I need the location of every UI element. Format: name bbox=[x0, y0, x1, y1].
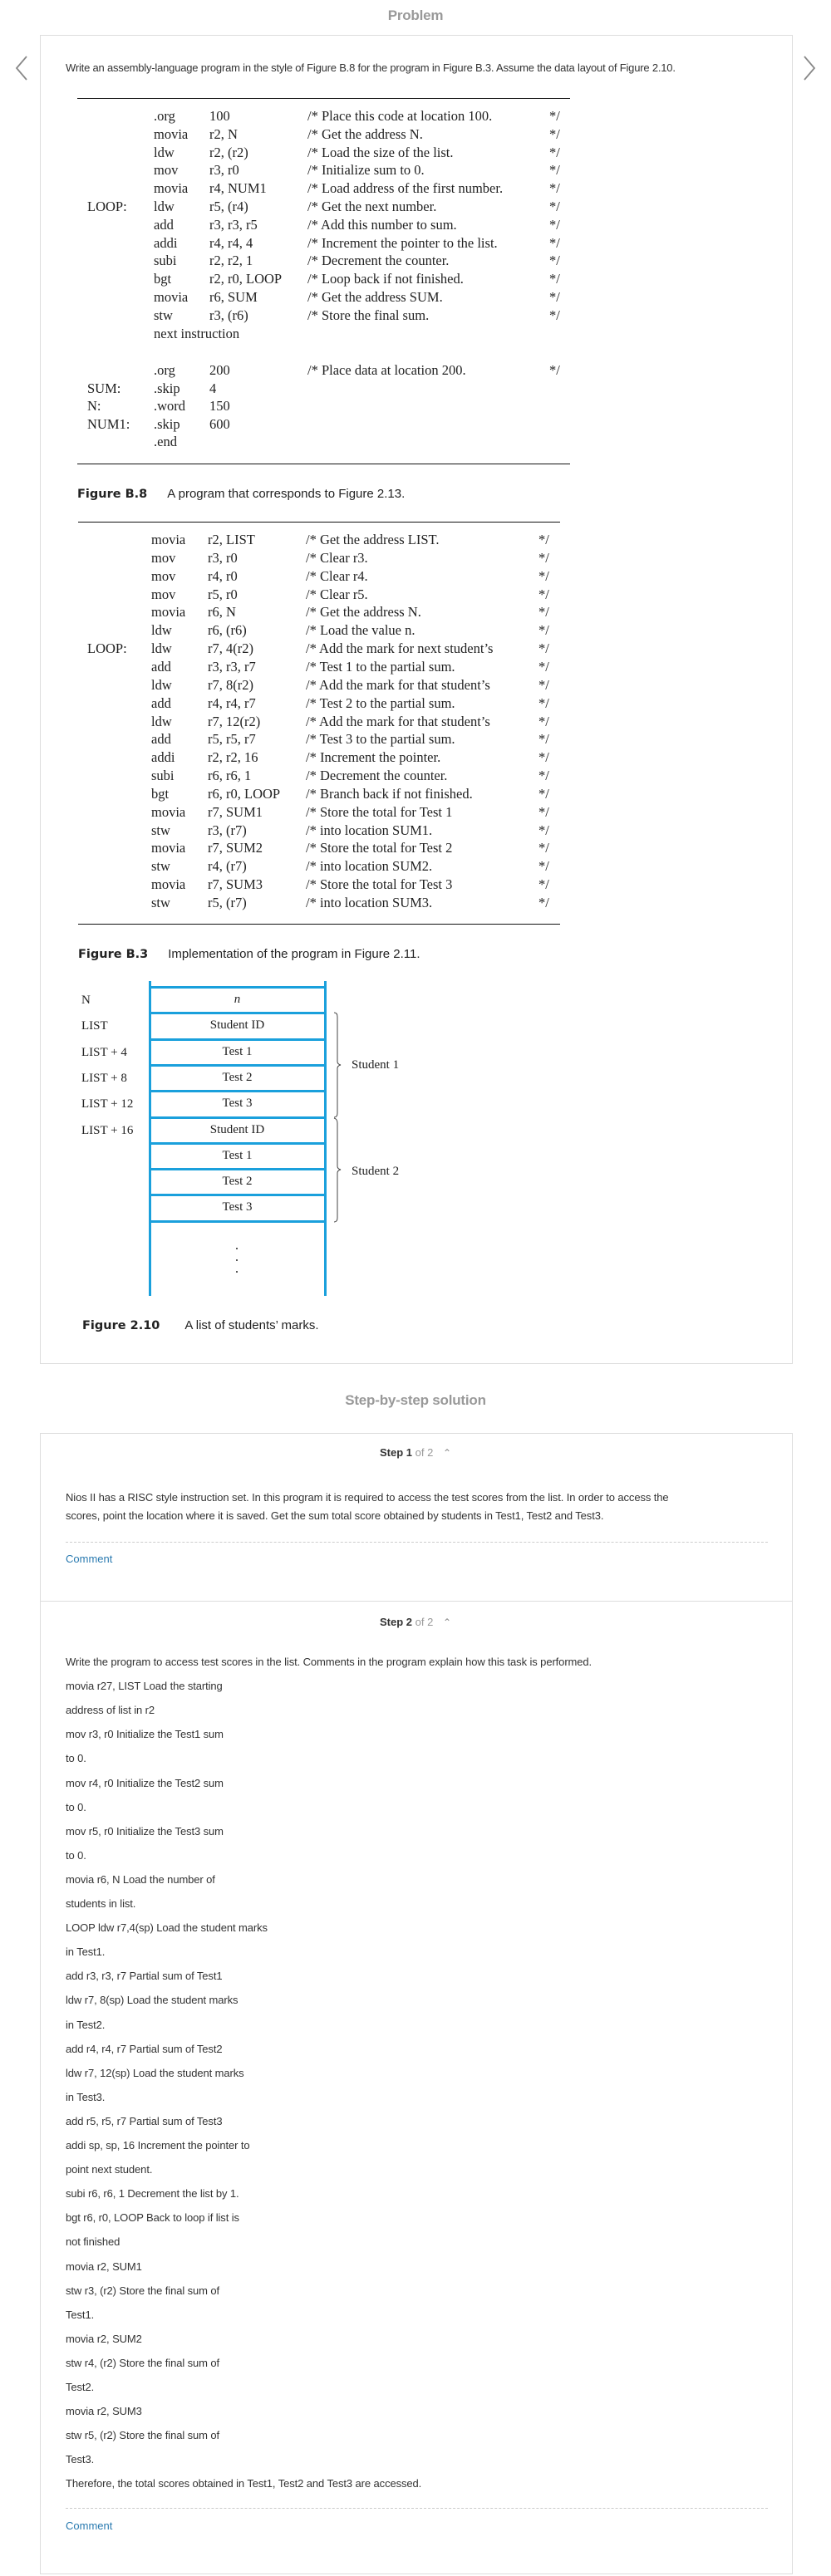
code-args: r3, (r7) bbox=[208, 822, 247, 838]
code-op: mov bbox=[151, 549, 176, 566]
code-op: bgt bbox=[151, 785, 170, 802]
code-op: movia bbox=[151, 604, 186, 621]
step-1-header[interactable] bbox=[0, 1446, 831, 1459]
step-2-text-line: Test2. bbox=[66, 2381, 95, 2393]
solution-title: Step-by-step solution bbox=[345, 1392, 486, 1408]
code-args: r7, SUM2 bbox=[208, 840, 263, 856]
code-comment: /* Load the value n. bbox=[306, 622, 416, 639]
figure-b8-top-rule bbox=[77, 98, 570, 99]
memory-cell: Test 1 bbox=[222, 1044, 253, 1058]
code-comment-end: */ bbox=[538, 785, 549, 802]
figure-b3-caption bbox=[78, 947, 420, 961]
step-1-text-line: Nios II has a RISC style instruction set. In this program it is required to access the test scores from the list. In order to access the bbox=[66, 1491, 669, 1504]
code-args: r2, r0, LOOP bbox=[209, 271, 283, 287]
step-2-text-line: in Test3. bbox=[66, 2090, 106, 2103]
code-label: LOOP: bbox=[87, 199, 127, 214]
code-op: ldw bbox=[154, 199, 175, 214]
step-2-text-line: movia r2, SUM3 bbox=[66, 2405, 142, 2418]
step-1-of: of 2 bbox=[415, 1446, 434, 1459]
code-comment-end: */ bbox=[549, 362, 560, 378]
step-2-text-line: to 0. bbox=[66, 1800, 86, 1813]
memory-cell: n bbox=[234, 993, 241, 1006]
figure-b3-number: Figure B.3 bbox=[78, 948, 149, 961]
memory-row-divider bbox=[150, 1142, 327, 1145]
code-comment: /* Store the total for Test 3 bbox=[306, 876, 453, 893]
code-op: movia bbox=[151, 532, 186, 547]
memory-cell: Student ID bbox=[209, 1018, 265, 1033]
code-comment: /* Test 3 to the partial sum. bbox=[306, 731, 455, 748]
code-op: ldw bbox=[154, 144, 175, 160]
code-op: addi bbox=[154, 234, 178, 251]
code-args: r2, (r2) bbox=[209, 144, 248, 160]
code-comment: /* Get the address SUM. bbox=[307, 289, 443, 305]
memory-cell: Student ID bbox=[209, 1122, 265, 1136]
brace-student-2 bbox=[334, 1118, 341, 1222]
code-comment-end: */ bbox=[538, 822, 549, 838]
code-args: r6, (r6) bbox=[208, 622, 247, 639]
code-comment: /* Test 2 to the partial sum. bbox=[306, 694, 455, 711]
memory-address-label: LIST + 8 bbox=[81, 1071, 127, 1085]
code-args: r6, N bbox=[208, 604, 236, 621]
code-args: r3, r3, r7 bbox=[208, 658, 256, 675]
code-comment-end: */ bbox=[549, 199, 560, 214]
code-args: r6, r6, 1 bbox=[208, 768, 252, 784]
code-args: r7, SUM3 bbox=[208, 876, 263, 893]
code-comment-end: */ bbox=[549, 234, 560, 251]
memory-row-divider bbox=[150, 1012, 327, 1014]
memory-row-divider bbox=[150, 986, 327, 989]
step-2-text-line: Write the program to access test scores in the list. Comments in the program explain how this task is performed. bbox=[66, 1656, 593, 1668]
step-2-text-line: Therefore, the total scores obtained in Test1, Test2 and Test3 are accessed. bbox=[66, 2477, 422, 2490]
step-2-text-line: movia r2, SUM1 bbox=[66, 2260, 142, 2273]
code-comment: /* Get the address N. bbox=[306, 604, 421, 621]
code-comment-end: */ bbox=[549, 271, 560, 287]
code-args: r4, (r7) bbox=[208, 858, 247, 875]
code-op: ldw bbox=[151, 622, 172, 639]
step-1-comment-link[interactable]: Comment bbox=[66, 1553, 113, 1565]
code-comment-end: */ bbox=[538, 658, 549, 675]
step-2-text-line: ldw r7, 12(sp) Load the student marks bbox=[66, 2066, 244, 2079]
code-op: addi bbox=[151, 749, 175, 766]
code-op: subi bbox=[154, 253, 177, 269]
code-comment: /* Load the size of the list. bbox=[307, 144, 454, 160]
code-op: ldw bbox=[151, 676, 172, 693]
code-label: LOOP: bbox=[87, 640, 127, 657]
memory-address-label: LIST bbox=[81, 1019, 108, 1033]
code-comment-end: */ bbox=[538, 749, 549, 766]
code-args: r3, r3, r5 bbox=[209, 216, 258, 233]
student-braces bbox=[332, 1012, 349, 1228]
code-comment: /* Get the address N. bbox=[307, 125, 423, 142]
code-op: .skip bbox=[154, 380, 180, 396]
code-comment-end: */ bbox=[549, 307, 560, 323]
step-2-text-line: mov r3, r0 Initialize the Test1 sum bbox=[66, 1728, 224, 1741]
step-2-text-line: movia r27, LIST Load the starting bbox=[66, 1680, 223, 1693]
memory-row-divider bbox=[150, 1064, 327, 1067]
code-comment: /* Test 1 to the partial sum. bbox=[306, 658, 455, 675]
code-comment-end: */ bbox=[538, 731, 549, 748]
step-2-text-line: Test3. bbox=[66, 2453, 95, 2466]
code-op: ldw bbox=[151, 640, 172, 657]
code-comment: /* Add the mark for that student’s bbox=[306, 676, 490, 693]
code-comment: /* Loop back if not finished. bbox=[307, 271, 464, 287]
step-1-text-line: scores, point the location where it is saved. Get the sum total score obtained by students in Test1, Test2 and Test3. bbox=[66, 1509, 604, 1522]
code-comment: /* Place data at location 200. bbox=[307, 362, 466, 378]
code-comment: /* into location SUM1. bbox=[306, 822, 433, 838]
chevron-up-icon[interactable]: ⌃ bbox=[442, 1617, 451, 1628]
code-args: r5, r0 bbox=[208, 586, 238, 602]
code-comment-end: */ bbox=[538, 676, 549, 693]
code-comment: /* Add the mark for that student’s bbox=[306, 713, 490, 729]
step-2-header[interactable] bbox=[0, 1616, 831, 1628]
code-op: movia bbox=[154, 180, 189, 197]
code-op: movia bbox=[154, 289, 189, 305]
code-comment-end: */ bbox=[538, 803, 549, 820]
step-2-divider bbox=[66, 2508, 768, 2509]
step-2-text-line: subi r6, r6, 1 Decrement the list by 1. bbox=[66, 2187, 239, 2201]
step-2-label: Step 2 bbox=[379, 1616, 412, 1628]
code-args: r4, r4, r7 bbox=[208, 694, 256, 711]
step-2-text-line: mov r5, r0 Initialize the Test3 sum bbox=[66, 1824, 224, 1838]
step-1-divider bbox=[66, 1542, 768, 1543]
code-op: stw bbox=[151, 858, 170, 875]
step-1-label: Step 1 bbox=[379, 1446, 412, 1459]
code-args: 600 bbox=[209, 415, 230, 432]
code-op: .word bbox=[154, 398, 186, 415]
code-op: movia bbox=[154, 125, 189, 142]
memory-address-label: LIST + 12 bbox=[81, 1097, 134, 1111]
code-comment: /* Place this code at location 100. bbox=[307, 108, 493, 124]
code-label: NUM1: bbox=[87, 415, 130, 432]
figure-b8-caption-text: A program that corresponds to Figure 2.13. bbox=[167, 487, 406, 501]
step-2-text-line: ldw r7, 8(sp) Load the student marks bbox=[66, 1994, 238, 2007]
step-2-of: of 2 bbox=[415, 1616, 434, 1628]
code-op: movia bbox=[151, 876, 186, 893]
code-comment: /* Get the address LIST. bbox=[306, 532, 440, 547]
code-comment-end: */ bbox=[549, 108, 560, 124]
code-args: r7, 12(r2) bbox=[208, 713, 261, 729]
code-comment: /* Decrement the counter. bbox=[306, 768, 448, 784]
step-2-text-line: stw r4, (r2) Store the final sum of bbox=[66, 2356, 220, 2369]
step-2-text-line: Test1. bbox=[66, 2308, 95, 2321]
code-op: mov bbox=[151, 586, 176, 602]
problem-title: Problem bbox=[387, 7, 444, 23]
code-comment-end: */ bbox=[538, 876, 549, 893]
chevron-left-icon[interactable] bbox=[12, 52, 32, 85]
code-comment-end: */ bbox=[538, 640, 549, 657]
code-args: r7, 8(r2) bbox=[208, 676, 253, 693]
code-comment: /* Increment the pointer. bbox=[306, 749, 441, 766]
memory-address-label: LIST + 16 bbox=[81, 1123, 134, 1137]
problem-statement: Write an assembly-language program in the style of Figure B.8 for the program in Figure B.3. Assume the data layout of Figure 2.10. bbox=[66, 61, 676, 74]
step-2-text-line: stw r3, (r2) Store the final sum of bbox=[66, 2284, 220, 2297]
code-comment-end: */ bbox=[549, 289, 560, 305]
memory-cell: Test 3 bbox=[222, 1200, 253, 1214]
code-op: ldw bbox=[151, 713, 172, 729]
step-2-text-line: addi sp, sp, 16 Increment the pointer to bbox=[66, 2139, 250, 2152]
memory-address-label: N bbox=[81, 994, 91, 1007]
code-op: mov bbox=[154, 162, 179, 179]
code-args: r4, NUM1 bbox=[209, 180, 267, 197]
code-comment-end: */ bbox=[538, 840, 549, 856]
code-args: r2, r2, 1 bbox=[209, 253, 253, 269]
code-op: subi bbox=[151, 768, 175, 784]
code-comment: /* Decrement the counter. bbox=[307, 253, 450, 269]
code-op: movia bbox=[151, 803, 186, 820]
code-label: SUM: bbox=[87, 380, 121, 396]
code-comment: /* Store the total for Test 1 bbox=[306, 803, 453, 820]
memory-cell: Test 2 bbox=[222, 1175, 253, 1189]
code-op: stw bbox=[154, 307, 173, 323]
code-comment-end: */ bbox=[549, 216, 560, 233]
code-args: r2, r2, 16 bbox=[208, 749, 258, 766]
step-2-text-line: not finished bbox=[66, 2235, 120, 2249]
step-2-text-line: students in list. bbox=[66, 1897, 136, 1910]
code-comment: /* into location SUM2. bbox=[306, 858, 433, 875]
code-args: r4, r4, 4 bbox=[209, 234, 253, 251]
figure-b3-top-rule bbox=[78, 522, 560, 523]
code-comment-end: */ bbox=[538, 858, 549, 875]
code-op: add bbox=[151, 658, 171, 675]
code-args: r4, r0 bbox=[208, 567, 238, 584]
code-comment: /* Clear r5. bbox=[306, 586, 368, 602]
code-args: r2, N bbox=[209, 125, 238, 142]
ellipsis-dot bbox=[236, 1271, 238, 1273]
memory-cell: Test 1 bbox=[222, 1148, 253, 1162]
group-label-student-1: Student 1 bbox=[352, 1058, 400, 1072]
code-comment-end: */ bbox=[538, 567, 549, 584]
step-2-text-line: add r5, r5, r7 Partial sum of Test3 bbox=[66, 2114, 223, 2127]
step-2-text-line: in Test2. bbox=[66, 2018, 106, 2031]
code-comment-end: */ bbox=[549, 253, 560, 269]
memory-row-divider bbox=[150, 1194, 327, 1196]
code-args: r2, LIST bbox=[208, 532, 255, 547]
code-op: .skip bbox=[154, 415, 180, 432]
memory-row-divider bbox=[150, 1220, 327, 1223]
code-op: stw bbox=[151, 895, 170, 910]
code-op: mov bbox=[151, 567, 176, 584]
code-comment: /* Load address of the first number. bbox=[307, 180, 504, 197]
memory-row-divider bbox=[150, 1038, 327, 1041]
code-comment: /* Branch back if not finished. bbox=[306, 785, 473, 802]
code-args: r6, SUM bbox=[209, 289, 258, 305]
step-2-text-line: movia r6, N Load the number of bbox=[66, 1872, 215, 1886]
figure-b3-caption-text: Implementation of the program in Figure 2.11. bbox=[168, 947, 420, 961]
code-op: .org bbox=[154, 362, 175, 378]
code-comment: /* Clear r3. bbox=[306, 549, 368, 566]
code-args: 4 bbox=[209, 380, 217, 396]
code-args: r3, r0 bbox=[208, 549, 238, 566]
step-2-text-line: in Test1. bbox=[66, 1945, 106, 1959]
step-2-text-line: add r4, r4, r7 Partial sum of Test2 bbox=[66, 2042, 223, 2055]
code-args: r5, r5, r7 bbox=[208, 731, 256, 748]
step-2-comment-link[interactable]: Comment bbox=[66, 2520, 113, 2532]
code-args: r7, 4(r2) bbox=[208, 640, 253, 657]
step-2-text-line: address of list in r2 bbox=[66, 1704, 155, 1717]
code-comment: /* Initialize sum to 0. bbox=[307, 162, 425, 179]
code-op: bgt bbox=[154, 271, 172, 287]
step-2-text-line: add r3, r3, r7 Partial sum of Test1 bbox=[66, 1970, 223, 1983]
step-2-text-line: bgt r6, r0, LOOP Back to loop if list is bbox=[66, 2211, 239, 2225]
code-comment-end: */ bbox=[538, 768, 549, 784]
code-op: add bbox=[151, 694, 171, 711]
code-args: r3, r0 bbox=[209, 162, 239, 179]
code-comment-end: */ bbox=[538, 713, 549, 729]
code-comment-end: */ bbox=[549, 144, 560, 160]
step-2-text-line: mov r4, r0 Initialize the Test2 sum bbox=[66, 1776, 224, 1789]
code-comment: /* Clear r4. bbox=[306, 567, 368, 584]
code-args: r6, r0, LOOP bbox=[208, 785, 281, 802]
code-args: r5, (r4) bbox=[209, 199, 248, 214]
memory-cell: Test 3 bbox=[222, 1097, 253, 1111]
code-comment-end: */ bbox=[538, 549, 549, 566]
step-2-text-line: movia r2, SUM2 bbox=[66, 2332, 142, 2345]
code-args: r7, SUM1 bbox=[208, 803, 263, 820]
chevron-right-icon[interactable] bbox=[799, 52, 819, 85]
code-comment-end: */ bbox=[538, 895, 549, 910]
figure-2-10-number: Figure 2.10 bbox=[82, 1319, 160, 1332]
figure-2-10-caption bbox=[82, 1318, 319, 1332]
step-2-text-line: stw r5, (r2) Store the final sum of bbox=[66, 2429, 220, 2442]
code-op: .org bbox=[154, 108, 175, 124]
code-comment-end: */ bbox=[538, 586, 549, 602]
code-args: 200 bbox=[209, 362, 230, 378]
code-comment: /* Add the mark for next student’s bbox=[306, 640, 494, 657]
memory-row-divider bbox=[150, 1168, 327, 1170]
code-comment: /* Get the next number. bbox=[307, 199, 437, 214]
figure-2-10-caption-text: A list of students’ marks. bbox=[184, 1318, 319, 1332]
code-comment: /* Store the total for Test 2 bbox=[306, 840, 453, 856]
code-op: add bbox=[151, 731, 171, 748]
code-comment: /* Add this number to sum. bbox=[307, 216, 457, 233]
code-args: r3, (r6) bbox=[209, 307, 248, 323]
code-label: N: bbox=[87, 398, 101, 415]
code-comment-end: */ bbox=[538, 604, 549, 621]
chevron-up-icon[interactable]: ⌃ bbox=[442, 1447, 451, 1459]
code-comment-end: */ bbox=[549, 162, 560, 179]
code-comment: /* into location SUM3. bbox=[306, 895, 433, 910]
step-separator bbox=[41, 1601, 792, 1602]
code-comment: /* Store the final sum. bbox=[307, 307, 430, 323]
code-op: .end bbox=[154, 434, 177, 450]
code-op: next instruction bbox=[154, 325, 240, 341]
figure-b3-bottom-rule bbox=[78, 924, 560, 925]
memory-address-label: LIST + 4 bbox=[81, 1045, 127, 1059]
code-op: movia bbox=[151, 840, 186, 856]
code-comment-end: */ bbox=[549, 180, 560, 197]
code-comment-end: */ bbox=[549, 125, 560, 142]
code-comment-end: */ bbox=[538, 532, 549, 547]
code-op: add bbox=[154, 216, 174, 233]
figure-b8-caption bbox=[77, 487, 405, 501]
code-args: 100 bbox=[209, 108, 230, 124]
code-comment: /* Increment the pointer to the list. bbox=[307, 234, 498, 251]
code-op: stw bbox=[151, 822, 170, 838]
step-2-text-line: LOOP ldw r7,4(sp) Load the student marks bbox=[66, 1921, 268, 1935]
code-comment-end: */ bbox=[538, 694, 549, 711]
code-args: 150 bbox=[209, 398, 230, 415]
memory-row-divider bbox=[150, 1090, 327, 1092]
memory-cell: Test 2 bbox=[222, 1070, 253, 1084]
brace-student-1 bbox=[334, 1013, 341, 1117]
code-comment-end: */ bbox=[538, 622, 549, 639]
figure-b8-number: Figure B.8 bbox=[77, 488, 148, 501]
step-2-text-line: to 0. bbox=[66, 1752, 86, 1765]
group-label-student-2: Student 2 bbox=[352, 1165, 400, 1178]
step-2-text-line: point next student. bbox=[66, 2163, 153, 2176]
ellipsis-dot bbox=[236, 1259, 238, 1261]
memory-row-divider bbox=[150, 1116, 327, 1119]
ellipsis-dot bbox=[236, 1248, 238, 1249]
code-args: r5, (r7) bbox=[208, 895, 247, 910]
step-2-text-line: to 0. bbox=[66, 1848, 86, 1862]
